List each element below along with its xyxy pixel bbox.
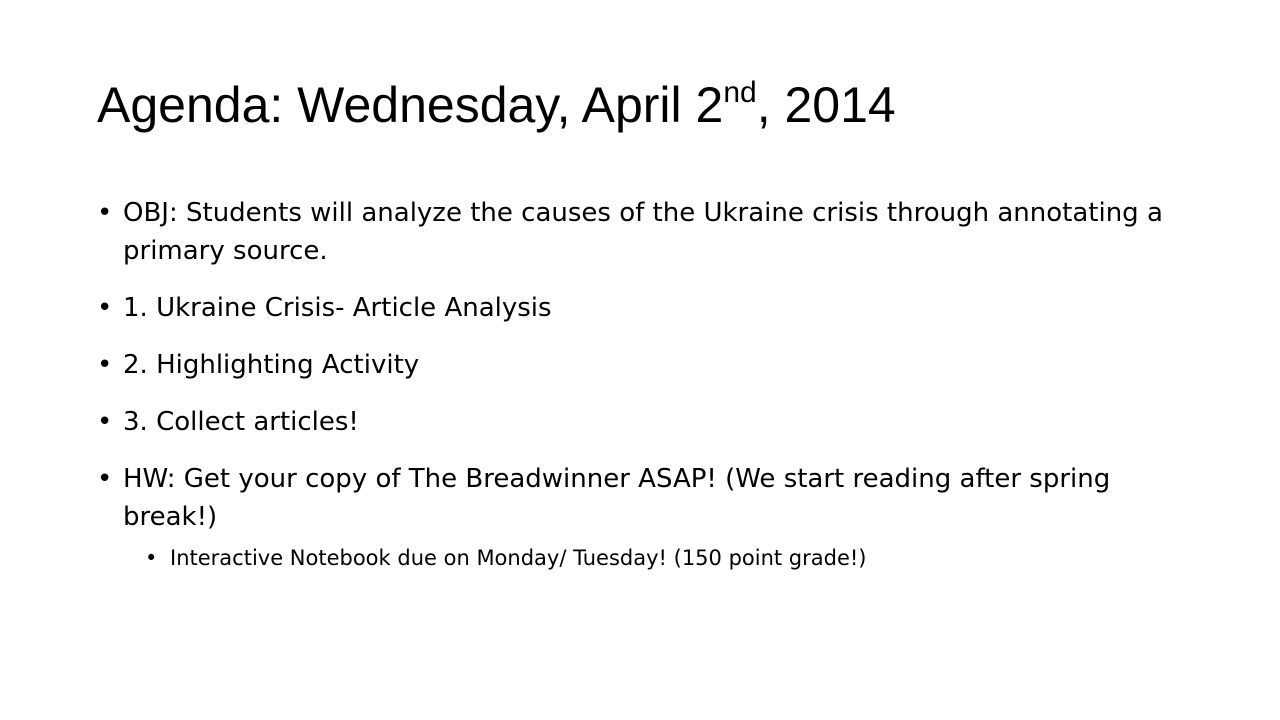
sub-bullet-text: Interactive Notebook due on Monday/ Tuesday! (150 point grade!) — [170, 546, 867, 570]
bullet-text: 2. Highlighting Activity — [123, 350, 420, 380]
bullet-dot: • — [97, 350, 113, 380]
sub-bullet-item — [123, 543, 1187, 573]
bullet-text: OBJ: Students will analyze the causes of the Ukraine crisis through annotating a primary source. — [123, 198, 1163, 266]
bullet-text: HW: Get your copy of The Breadwinner ASAP! (We start reading after spring break!) — [123, 464, 1111, 532]
title-tail: , 2014 — [756, 77, 896, 133]
bullet-item-objective — [97, 194, 1187, 270]
bullet-text: 1. Ukraine Crisis- Article Analysis — [123, 293, 552, 323]
sub-bullet-dot: • — [145, 546, 158, 570]
slide-title — [97, 72, 896, 138]
bullet-text: 3. Collect articles! — [123, 407, 359, 437]
bullet-list — [97, 194, 1187, 592]
sub-bullet-list — [123, 543, 1187, 573]
title-main: Agenda: Wednesday, April 2 — [97, 77, 724, 133]
title-superscript: nd — [723, 76, 757, 109]
bullet-dot: • — [97, 464, 113, 494]
bullet-item-1 — [97, 289, 1187, 327]
bullet-dot: • — [97, 407, 113, 437]
bullet-dot: • — [97, 293, 113, 323]
bullet-item-2 — [97, 346, 1187, 384]
bullet-item-3 — [97, 403, 1187, 441]
bullet-item-homework — [97, 460, 1187, 573]
bullet-dot: • — [97, 198, 113, 228]
